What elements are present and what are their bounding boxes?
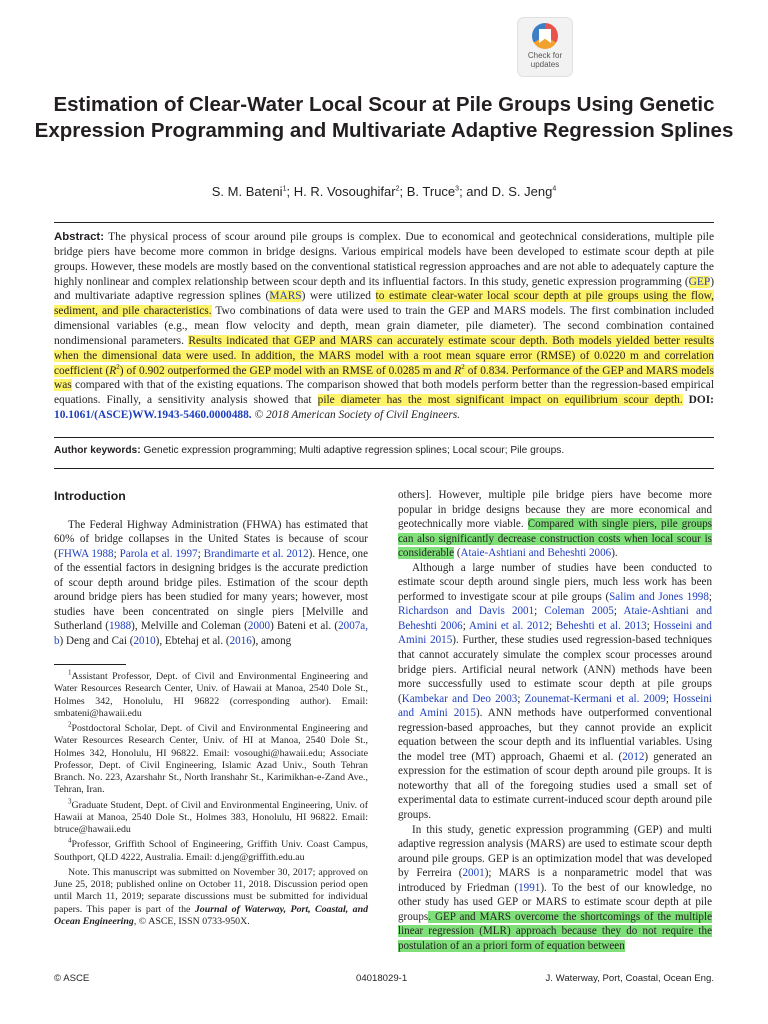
citation-link[interactable]: Ataie-Ashtiani and Beheshti 2006 xyxy=(398,605,713,632)
abstract-r-symbol: R xyxy=(109,364,117,377)
citation-link[interactable]: 2012 xyxy=(622,750,645,763)
citation-link[interactable]: Parola et al. 1997 xyxy=(119,547,198,560)
author-affiliation-marker: 4 xyxy=(552,185,557,193)
author-affiliation-marker: 3 xyxy=(455,185,460,193)
author-separator: ; xyxy=(399,184,407,199)
citation-link[interactable]: Brandimarte et al. 2012 xyxy=(203,547,309,560)
badge-line-2: updates xyxy=(530,60,560,69)
author-keywords xyxy=(54,445,714,456)
footnote-3: $^3$Graduate Student, Dept. of Civil and Environmental Engineering, Univ. of Hawaii at Manoa, 2540 Dole St., Holmes 383, Honolulu, HI 96822. Email: btruce@hawaii.edu xyxy=(54,797,368,835)
copyright: © 2018 American Society of Civil Engineers. xyxy=(251,409,461,422)
doi-label: DOI: xyxy=(682,394,714,407)
author-list xyxy=(30,184,738,199)
author-separator: ; and xyxy=(459,184,492,199)
footer-journal: J. Waterway, Port, Coastal, Ocean Eng. xyxy=(545,973,714,984)
keywords-text: Genetic expression programming; Multi adaptive regression splines; Local scour; Pile groups. xyxy=(140,445,565,456)
paragraph: In this study, genetic expression programming (GEP) and multi adaptive regression analysis (MARS) are used to estimate scour depth around pile groups. GEP is an optimization model that was developed by Ferreira (2001); MARS is a nonparametric model that was introduced by Friedman (1991). To the best of our knowledge, no other study has used GEP or MARS to estimate scour depth at pile groups. GEP and MARS overcome the shortcomings of the multiple linear regression (MLR) approach because they do not require the postulation of an a priori form of equation between xyxy=(398,823,712,952)
footnote-rule xyxy=(54,664,126,665)
footnote-4: $^4$Professor, Griffith School of Engineering, Griffith Univ. Coast Campus, Southport, QLD 4222, Australia. Email: d.jeng@griffith.edu.au xyxy=(54,836,368,863)
keywords-bottom-rule xyxy=(54,468,714,469)
crossmark-icon xyxy=(532,23,558,49)
citation-link[interactable]: 1988 xyxy=(108,620,132,633)
highlight-green: Compared with single piers, pile groups can also significantly decrease construction costs when local scour is considerable xyxy=(398,518,712,560)
abstract-mars: MARS xyxy=(269,290,302,303)
abstract-r-symbol: R xyxy=(454,364,462,377)
intro-paragraph: The Federal Highway Administration (FHWA) has estimated that 60% of bridge collapses in the United States is because of scour (FHWA 1988; Parola et al. 1997; Brandimarte et al. 2012). Hence, one of the essential factors in designing bridges is the accurate prediction of scour depth around bridge piles. Estimation of the scour depth around bridge piers has been studied for many years; however, most studies have been concentrated on single piers [Melville and Sutherland (1988), Melville and Coleman (2000) Bateni et al. (2007a, b) Deng and Cai (2010), Ebtehaj et al. (2016), among xyxy=(54,518,369,647)
right-column xyxy=(398,488,712,954)
citation-link[interactable]: Kambekar and Deo 2003 xyxy=(401,692,518,705)
citation-link[interactable]: Amini et al. 2012 xyxy=(468,619,550,632)
author-name: S. M. Bateni xyxy=(211,184,283,199)
abstract-text: ) and multivariate adaptive regression splines ( xyxy=(54,275,714,303)
abstract-highlight: pile diameter has the most significant impact on equilibrium scour depth. xyxy=(317,394,683,407)
section-heading: Introduction xyxy=(54,489,126,503)
citation-link[interactable]: Richardson and Davis 2001 xyxy=(398,605,535,618)
author-name: D. S. Jeng xyxy=(491,184,553,199)
doi-link[interactable]: 10.1061/(ASCE)WW.1943-5460.0000488. xyxy=(54,409,252,422)
abstract-label: Abstract: xyxy=(54,231,105,243)
keywords-label: Author keywords: xyxy=(54,445,141,456)
abstract-text: The physical process of scour around pile groups is complex. Due to economical and geotechnical considerations, multiple pile bridge piers have become more common in bridge designs. Various empirical models have been developed to estimate scour depth at pile groups. However, these models are mostly based on the conventional statistical regression approaches and are not able to adequately capture the highly nonlinear and complex relationship between scour depth and its influential factors. In this study, genetic expression programming ( xyxy=(54,231,714,288)
submission-note: Note. This manuscript was submitted on November 30, 2017; approved on June 25, 2018; published online on October 11, 2018. Discussion period open until March 11, 2019; separate discussions must be submitted for individual papers. This paper is part of the Journal of Waterway, Port, Coastal, and Ocean Engineering, © ASCE, ISSN 0733-950X. xyxy=(54,866,369,927)
author-separator: ; xyxy=(286,184,294,199)
footnotes xyxy=(54,668,369,931)
highlight-green: . GEP and MARS overcome the shortcomings of the multiple linear regression (MLR) approach because they do not require the postulation of an a priori form of equation between xyxy=(398,910,712,952)
footer-page-number: 04018029-1 xyxy=(356,973,408,984)
citation-link[interactable]: Hosseini and Amini 2015 xyxy=(398,619,712,647)
left-column xyxy=(54,488,368,648)
paragraph: Although a large number of studies have been conducted to estimate scour depth around single piers, much less work has been performed to investigate scour at pile groups (Salim and Jones 1998; Richardson and Davis 2001; Coleman 2005; Ataie-Ashtiani and Beheshti 2006; Amini et al. 2012; Beheshti et al. 2013; Hosseini and Amini 2015). Further, these studies used regression-based techniques that cannot accurately simulate the complex scour processes around bridge piers. Artificial neural network (ANN) methods have been more successfully used to estimate scour depth at pile groups (Kambekar and Deo 2003; Zounemat-Kermani et al. 2009; Hosseini and Amini 2015). ANN methods have outperformed conventional regression-based approaches, but they cannot provide an explicit equation between the scour depth and its influential variables. Using the model tree (MT) approach, Ghaemi et al. (2012) generated an expression for the estimation of scour depth around pile groups. It is noteworthy that all of the foregoing studies used a small set of experimental data to estimate current-induced scour depth around pile groups. xyxy=(398,561,713,822)
citation-link[interactable]: FHWA 1988 xyxy=(57,547,114,560)
citation-link[interactable]: Ataie-Ashtiani and Beheshti 2006 xyxy=(460,547,612,560)
author-affiliation-marker: 1 xyxy=(282,185,287,193)
abstract-top-rule xyxy=(54,222,714,223)
footer-left: © ASCE xyxy=(54,973,90,984)
citation-link[interactable]: 2016 xyxy=(229,634,252,647)
keywords-top-rule xyxy=(54,437,714,438)
paragraph: others]. However, multiple pile bridge piers have become more popular in bridge designs because they are more economical and geotechnically more viable. Compared with single piers, pile groups can also significantly decrease construction costs when local scour is considerable (Ataie-Ashtiani and Beheshti 2006). xyxy=(398,489,712,560)
citation-link[interactable]: 2000 xyxy=(247,620,271,633)
citation-link[interactable]: Coleman 2005 xyxy=(544,605,614,618)
abstract-text: Two combinations of data were used to train the GEP and MARS models. The first combination included dimensional variables (e.g., mean flow velocity and depth, mean grain diameter, pile diameter). The second combination contained nondimensional parameters. xyxy=(54,305,714,347)
abstract-highlight: ) of 0.902 outperformed the GEP model with an RMSE of 0.0285 m and xyxy=(119,364,455,377)
abstract-text: compared with that of the existing equations. The comparison showed that both models perform better than the regression-based empirical equations. Finally, a sensitivity analysis showed that xyxy=(54,379,714,407)
author-name: B. Truce xyxy=(406,184,456,199)
citation-link[interactable]: Zounemat-Kermani et al. 2009 xyxy=(524,692,666,705)
citation-link[interactable]: Salim and Jones 1998 xyxy=(609,590,709,603)
badge-line-1: Check for xyxy=(527,51,563,60)
abstract-gep: GEP xyxy=(688,275,711,288)
citation-link[interactable]: Beheshti et al. 2013 xyxy=(555,619,647,632)
author-name: H. R. Vosoughifar xyxy=(293,184,396,199)
citation-link[interactable]: 1991 xyxy=(518,881,541,894)
citation-link[interactable]: 2001 xyxy=(462,867,485,880)
check-for-updates-badge[interactable] xyxy=(517,17,573,77)
abstract-highlight: Results indicated that GEP and MARS can accurately estimate scour depth. Both models yielded better results when the dimensional data were used. In addition, the MARS model with a root mean square error (RMSE) of 0.0220 m and correlation coefficient ( xyxy=(54,334,714,377)
journal-name: Journal of Waterway, Port, Coastal, and Ocean Engineering xyxy=(54,903,369,927)
abstract-highlight: to estimate clear-water local scour depth at pile groups using the flow, sediment, and pile characteristics. xyxy=(54,290,714,318)
abstract-highlight: of 0.834. Performance of the GEP and MARS models was xyxy=(54,364,714,392)
abstract: Abstract: The physical process of scour around pile groups is complex. Due to economical and geotechnical considerations, multiple pile bridge piers have become more common in bridge designs. Various empirical models have been developed to estimate scour depth at pile groups. However, these models are mostly based on the conventional statistical regression approaches and are not able to adequately capture the highly nonlinear and complex relationship between scour depth and its influential factors. In this study, genetic expression programming (GEP) and multivariate adaptive regression splines (MARS) were utilized to estimate clear-water local scour depth at pile groups using the flow, sediment, and pile characteristics. Two combinations of data were used to train the GEP and MARS models. The first combination included dimensional variables (e.g., mean flow velocity and depth, mean grain diameter, pile diameter). The second combination contained nondimensional parameters. Results indicated that GEP and MARS can accurately estimate scour depth. Both models yielded better results when the dimensional data were used. In addition, the MARS model with a root mean square error (RMSE) of 0.0220 m and correlation coefficient $(R^2)$ of 0.902 outperformed the GEP model with an RMSE of 0.0285 m and $R^2$ of 0.834. Performance of the GEP and MARS models was compared with that of the existing equations. The comparison showed that both models perform better than the regression-based empirical equations. Finally, a sensitivity analysis showed that pile diameter has the most significant impact on equilibrium scour depth. DOI: 10.1061/(ASCE)WW.1943-5460.0000488. © 2018 American Society of Civil Engineers. xyxy=(54,231,714,422)
citation-link[interactable]: 2010 xyxy=(133,634,156,647)
citation-link[interactable]: 2007a, b xyxy=(54,620,368,647)
footnote-1: $^1$Assistant Professor, Dept. of Civil and Environmental Engineering and Water Resources Research Center, Univ. of Hawaii at Manoa, 2540 Dole St., Holmes 342, Honolulu, HI 96822 (corresponding author). Email: smbateni@hawaii.edu xyxy=(54,668,368,719)
author-affiliation-marker: 2 xyxy=(395,185,400,193)
abstract-text: ) were utilized xyxy=(301,290,376,303)
citation-link[interactable]: Hosseini and Amini 2015 xyxy=(398,692,712,720)
footnote-2: $^2$Postdoctoral Scholar, Dept. of Civil and Environmental Engineering and Water Resources Research Center, Univ. of HI at Manoa, 2540 Dole St., Holmes 342, Honolulu, HI 96822. Email: vosoughi@hawaii.edu; Associate Professor, Dept. of Civil Engineering, Islamic Azad Univ., South Tehran Branch. No. 223, Azarshahr St., North Iranshahr St., Karimikhan-e-Zand Ave., Tehran, Iran. xyxy=(54,720,368,796)
paper-title: Estimation of Clear-Water Local Scour at Pile Groups Using Genetic Expression Programming and Multivariate Adaptive Regression Splines xyxy=(34,93,734,142)
